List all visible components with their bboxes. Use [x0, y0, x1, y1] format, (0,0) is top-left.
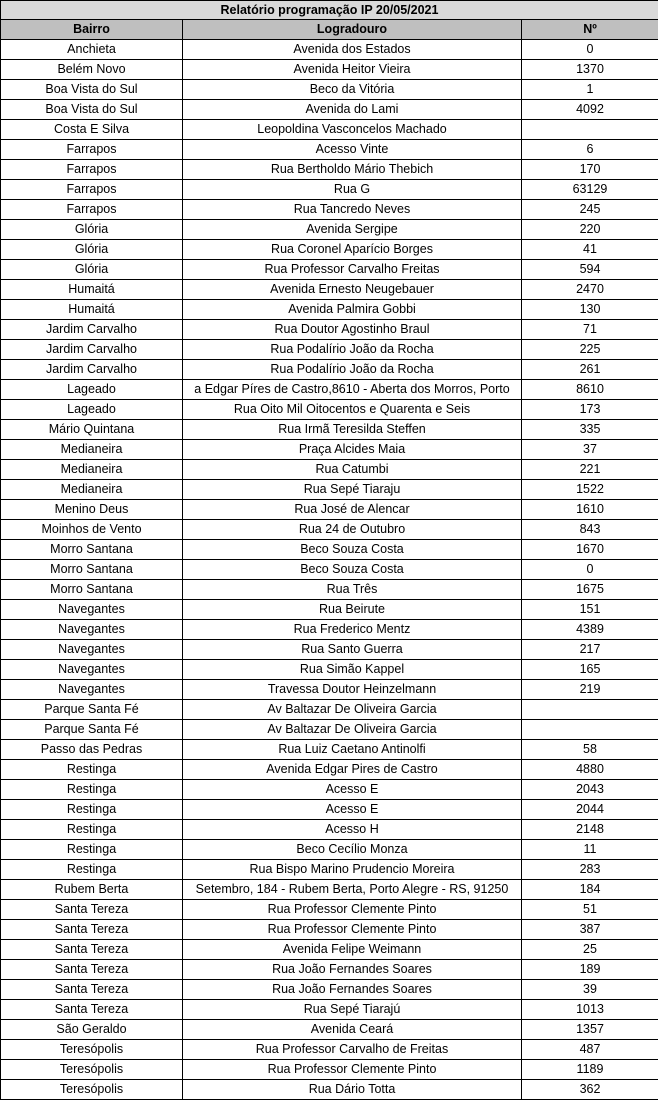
table-row [1, 300, 658, 320]
column-header-numero: Nº [522, 20, 658, 40]
table-row [1, 220, 658, 240]
cell-logradouro: Rua Bertholdo Mário Thebich [183, 160, 522, 180]
table-row [1, 120, 658, 140]
cell-logradouro: Rua Sepé Tiaraju [183, 480, 522, 500]
table-row [1, 940, 658, 960]
table-row [1, 140, 658, 160]
cell-logradouro: Rua Podalírio João da Rocha [183, 340, 522, 360]
cell-logradouro: Avenida Ceará [183, 1020, 522, 1040]
cell-numero: 220 [522, 220, 658, 240]
table-row [1, 200, 658, 220]
cell-bairro: Costa E Silva [1, 120, 183, 140]
table-row [1, 660, 658, 680]
table-row [1, 500, 658, 520]
cell-bairro: Boa Vista do Sul [1, 80, 183, 100]
cell-bairro: Parque Santa Fé [1, 720, 183, 740]
cell-bairro: Humaitá [1, 280, 183, 300]
table-row [1, 320, 658, 340]
cell-numero: 1610 [522, 500, 658, 520]
cell-bairro: Santa Tereza [1, 1000, 183, 1020]
cell-numero: 8610 [522, 380, 658, 400]
table-row [1, 1080, 658, 1100]
cell-bairro: Jardim Carvalho [1, 340, 183, 360]
cell-numero [522, 700, 658, 720]
cell-bairro: Glória [1, 240, 183, 260]
cell-numero: 245 [522, 200, 658, 220]
table-row [1, 480, 658, 500]
cell-numero: 39 [522, 980, 658, 1000]
cell-bairro: Restinga [1, 760, 183, 780]
cell-bairro: Farrapos [1, 200, 183, 220]
cell-logradouro: Rua Professor Carvalho de Freitas [183, 1040, 522, 1060]
cell-numero [522, 120, 658, 140]
cell-numero: 58 [522, 740, 658, 760]
table-row [1, 460, 658, 480]
table-row [1, 1020, 658, 1040]
cell-bairro: Navegantes [1, 660, 183, 680]
cell-numero: 1357 [522, 1020, 658, 1040]
cell-numero: 170 [522, 160, 658, 180]
cell-numero: 0 [522, 40, 658, 60]
cell-numero: 165 [522, 660, 658, 680]
cell-numero: 1370 [522, 60, 658, 80]
cell-bairro: Teresópolis [1, 1060, 183, 1080]
cell-bairro: Santa Tereza [1, 960, 183, 980]
table-row [1, 860, 658, 880]
cell-numero: 71 [522, 320, 658, 340]
cell-bairro: Restinga [1, 780, 183, 800]
cell-logradouro: Rua João Fernandes Soares [183, 980, 522, 1000]
cell-numero: 221 [522, 460, 658, 480]
cell-numero: 6 [522, 140, 658, 160]
cell-logradouro: Rua Coronel Aparício Borges [183, 240, 522, 260]
cell-logradouro: Avenida dos Estados [183, 40, 522, 60]
table-row [1, 720, 658, 740]
table-row [1, 520, 658, 540]
table-row [1, 700, 658, 720]
cell-numero: 335 [522, 420, 658, 440]
cell-numero: 843 [522, 520, 658, 540]
cell-logradouro: Rua Sepé Tiarajú [183, 1000, 522, 1020]
cell-logradouro: Rua Três [183, 580, 522, 600]
table-row [1, 920, 658, 940]
table-row [1, 980, 658, 1000]
cell-logradouro: Avenida do Lami [183, 100, 522, 120]
table-row [1, 180, 658, 200]
report-title: Relatório programação IP 20/05/2021 [1, 1, 658, 20]
cell-bairro: Teresópolis [1, 1040, 183, 1060]
cell-bairro: Farrapos [1, 180, 183, 200]
table-row [1, 680, 658, 700]
cell-logradouro: Acesso Vinte [183, 140, 522, 160]
cell-logradouro: Rua José de Alencar [183, 500, 522, 520]
cell-numero: 4389 [522, 620, 658, 640]
cell-logradouro: Travessa Doutor Heinzelmann [183, 680, 522, 700]
cell-logradouro: Beco Cecílio Monza [183, 840, 522, 860]
cell-numero: 217 [522, 640, 658, 660]
cell-numero: 225 [522, 340, 658, 360]
cell-numero: 173 [522, 400, 658, 420]
cell-bairro: Rubem Berta [1, 880, 183, 900]
table-row [1, 560, 658, 580]
table-row [1, 740, 658, 760]
cell-numero: 1522 [522, 480, 658, 500]
cell-logradouro: Rua Tancredo Neves [183, 200, 522, 220]
cell-bairro: Jardim Carvalho [1, 320, 183, 340]
cell-logradouro: Rua Dário Totta [183, 1080, 522, 1100]
cell-bairro: Humaitá [1, 300, 183, 320]
cell-bairro: Lageado [1, 400, 183, 420]
cell-logradouro: Setembro, 184 - Rubem Berta, Porto Alegre - RS, 91250 [183, 880, 522, 900]
table-row [1, 800, 658, 820]
table-row [1, 280, 658, 300]
cell-logradouro: Leopoldina Vasconcelos Machado [183, 120, 522, 140]
cell-logradouro: Rua Oito Mil Oitocentos e Quarenta e Seis [183, 400, 522, 420]
table-row [1, 640, 658, 660]
cell-bairro: Restinga [1, 800, 183, 820]
table-row [1, 840, 658, 860]
cell-bairro: Navegantes [1, 620, 183, 640]
cell-bairro: Mário Quintana [1, 420, 183, 440]
cell-bairro: Anchieta [1, 40, 183, 60]
cell-logradouro: Beco da Vitória [183, 80, 522, 100]
table-body [1, 40, 658, 1100]
cell-bairro: Restinga [1, 840, 183, 860]
cell-numero: 4880 [522, 760, 658, 780]
cell-logradouro: Rua Professor Clemente Pinto [183, 1060, 522, 1080]
table-row [1, 340, 658, 360]
cell-logradouro: Av Baltazar De Oliveira Garcia [183, 700, 522, 720]
cell-bairro: Santa Tereza [1, 940, 183, 960]
table-row [1, 240, 658, 260]
table-row [1, 880, 658, 900]
cell-bairro: Restinga [1, 860, 183, 880]
table-row [1, 780, 658, 800]
table-row [1, 440, 658, 460]
table-row [1, 160, 658, 180]
cell-logradouro: Rua Frederico Mentz [183, 620, 522, 640]
cell-logradouro: Rua Podalírio João da Rocha [183, 360, 522, 380]
column-header-bairro: Bairro [1, 20, 183, 40]
table-row [1, 60, 658, 80]
cell-numero: 151 [522, 600, 658, 620]
cell-numero: 219 [522, 680, 658, 700]
cell-logradouro: Avenida Sergipe [183, 220, 522, 240]
cell-numero: 2044 [522, 800, 658, 820]
table-row [1, 80, 658, 100]
cell-bairro: Farrapos [1, 140, 183, 160]
cell-logradouro: Praça Alcides Maia [183, 440, 522, 460]
table-row [1, 40, 658, 60]
cell-numero: 594 [522, 260, 658, 280]
cell-bairro: Parque Santa Fé [1, 700, 183, 720]
cell-bairro: Medianeira [1, 480, 183, 500]
cell-bairro: Glória [1, 220, 183, 240]
cell-logradouro: Rua João Fernandes Soares [183, 960, 522, 980]
cell-numero: 0 [522, 560, 658, 580]
table-row [1, 420, 658, 440]
cell-numero: 1189 [522, 1060, 658, 1080]
cell-numero: 2470 [522, 280, 658, 300]
cell-bairro: Navegantes [1, 680, 183, 700]
cell-logradouro: Acesso H [183, 820, 522, 840]
cell-numero: 1 [522, 80, 658, 100]
table-row [1, 540, 658, 560]
cell-numero: 184 [522, 880, 658, 900]
cell-logradouro: Rua 24 de Outubro [183, 520, 522, 540]
table-row [1, 620, 658, 640]
cell-bairro: Navegantes [1, 640, 183, 660]
cell-logradouro: Av Baltazar De Oliveira Garcia [183, 720, 522, 740]
cell-logradouro: Rua Doutor Agostinho Braul [183, 320, 522, 340]
cell-bairro: Passo das Pedras [1, 740, 183, 760]
cell-numero: 63129 [522, 180, 658, 200]
table-row [1, 960, 658, 980]
cell-logradouro: Acesso E [183, 800, 522, 820]
cell-bairro: Jardim Carvalho [1, 360, 183, 380]
cell-logradouro: Avenida Palmira Gobbi [183, 300, 522, 320]
cell-bairro: São Geraldo [1, 1020, 183, 1040]
cell-bairro: Medianeira [1, 460, 183, 480]
cell-bairro: Morro Santana [1, 540, 183, 560]
cell-bairro: Boa Vista do Sul [1, 100, 183, 120]
cell-numero: 362 [522, 1080, 658, 1100]
cell-logradouro: Rua Bispo Marino Prudencio Moreira [183, 860, 522, 880]
table-row [1, 820, 658, 840]
column-header-logradouro: Logradouro [183, 20, 522, 40]
cell-logradouro: Avenida Ernesto Neugebauer [183, 280, 522, 300]
cell-numero: 4092 [522, 100, 658, 120]
cell-logradouro: Rua Professor Carvalho Freitas [183, 260, 522, 280]
cell-bairro: Lageado [1, 380, 183, 400]
header-row [1, 20, 658, 40]
cell-numero: 51 [522, 900, 658, 920]
cell-bairro: Menino Deus [1, 500, 183, 520]
table-row [1, 580, 658, 600]
table-row [1, 360, 658, 380]
cell-bairro: Santa Tereza [1, 980, 183, 1000]
cell-logradouro: Rua Professor Clemente Pinto [183, 900, 522, 920]
cell-logradouro: Rua Beirute [183, 600, 522, 620]
cell-bairro: Farrapos [1, 160, 183, 180]
cell-numero: 25 [522, 940, 658, 960]
cell-bairro: Santa Tereza [1, 900, 183, 920]
cell-logradouro: Rua Simão Kappel [183, 660, 522, 680]
table-row [1, 1060, 658, 1080]
cell-numero: 11 [522, 840, 658, 860]
cell-bairro: Morro Santana [1, 560, 183, 580]
cell-bairro: Morro Santana [1, 580, 183, 600]
table-row [1, 1000, 658, 1020]
cell-logradouro: a Edgar Píres de Castro,8610 - Aberta dos Morros, Porto [183, 380, 522, 400]
cell-bairro: Belém Novo [1, 60, 183, 80]
cell-logradouro: Rua Professor Clemente Pinto [183, 920, 522, 940]
title-row [1, 1, 658, 20]
cell-numero [522, 720, 658, 740]
cell-logradouro: Avenida Edgar Pires de Castro [183, 760, 522, 780]
cell-numero: 2043 [522, 780, 658, 800]
cell-bairro: Medianeira [1, 440, 183, 460]
cell-numero: 487 [522, 1040, 658, 1060]
cell-bairro: Navegantes [1, 600, 183, 620]
cell-logradouro: Rua Catumbi [183, 460, 522, 480]
cell-numero: 41 [522, 240, 658, 260]
cell-bairro: Glória [1, 260, 183, 280]
table-row [1, 1040, 658, 1060]
cell-logradouro: Rua Irmã Teresilda Steffen [183, 420, 522, 440]
cell-numero: 261 [522, 360, 658, 380]
cell-numero: 189 [522, 960, 658, 980]
table-row [1, 600, 658, 620]
cell-numero: 283 [522, 860, 658, 880]
table-row [1, 100, 658, 120]
table-row [1, 900, 658, 920]
cell-bairro: Moinhos de Vento [1, 520, 183, 540]
cell-numero: 1675 [522, 580, 658, 600]
table-row [1, 380, 658, 400]
cell-logradouro: Beco Souza Costa [183, 540, 522, 560]
cell-numero: 2148 [522, 820, 658, 840]
cell-logradouro: Avenida Felipe Weimann [183, 940, 522, 960]
cell-bairro: Restinga [1, 820, 183, 840]
cell-numero: 1013 [522, 1000, 658, 1020]
cell-logradouro: Rua G [183, 180, 522, 200]
cell-numero: 37 [522, 440, 658, 460]
cell-numero: 1670 [522, 540, 658, 560]
cell-logradouro: Avenida Heitor Vieira [183, 60, 522, 80]
cell-numero: 387 [522, 920, 658, 940]
table-row [1, 760, 658, 780]
cell-logradouro: Acesso E [183, 780, 522, 800]
cell-logradouro: Rua Santo Guerra [183, 640, 522, 660]
cell-logradouro: Beco Souza Costa [183, 560, 522, 580]
table-row [1, 400, 658, 420]
table-row [1, 260, 658, 280]
cell-bairro: Teresópolis [1, 1080, 183, 1100]
cell-numero: 130 [522, 300, 658, 320]
cell-bairro: Santa Tereza [1, 920, 183, 940]
cell-logradouro: Rua Luiz Caetano Antinolfi [183, 740, 522, 760]
